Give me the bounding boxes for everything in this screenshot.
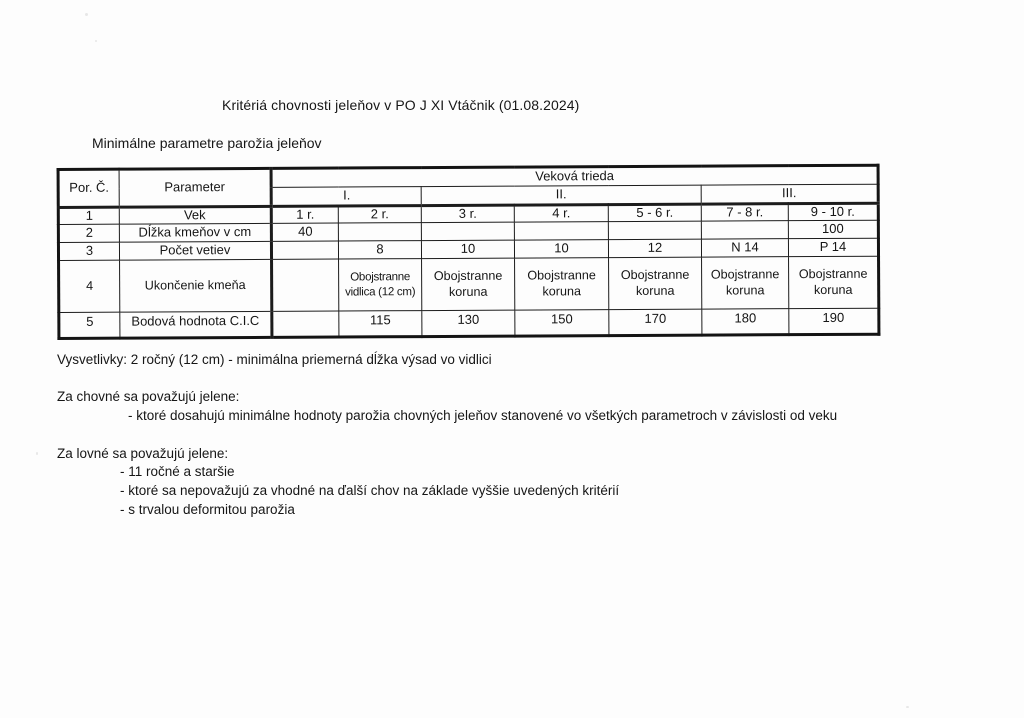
page-title: Kritériá chovnosti jeleňov v PO J XI Vtáčnik (01.08.2024) xyxy=(222,97,580,113)
table-cell: 8 xyxy=(338,241,421,259)
table-cell xyxy=(514,222,608,240)
table-cell: 1 r. xyxy=(271,206,338,223)
criteria-table-wrapper xyxy=(57,164,880,340)
col-header-num: Por. Č. xyxy=(58,169,119,207)
scan-speckle xyxy=(906,706,909,708)
row-num: 1 xyxy=(58,207,119,224)
table-cell: 2 r. xyxy=(338,206,421,223)
table-cell xyxy=(272,259,339,311)
row-parameter: Bodová hodnota C.I.C xyxy=(120,311,272,338)
table-cell: 115 xyxy=(339,311,422,337)
page-subtitle: Minimálne parametre parožia jeleňov xyxy=(92,135,322,151)
row-num: 3 xyxy=(58,242,119,260)
table-cell: P 14 xyxy=(788,238,878,256)
scan-speckle xyxy=(36,452,38,455)
col-header-parameter: Parameter xyxy=(119,168,271,207)
huntable-section-heading: Za lovné sa považujú jelene: xyxy=(57,446,229,461)
table-cell: 180 xyxy=(702,309,789,335)
table-row xyxy=(59,308,879,338)
age-class-3: III. xyxy=(701,184,878,204)
table-cell: 190 xyxy=(789,308,879,334)
row-num: 4 xyxy=(59,260,120,312)
table-cell: 100 xyxy=(788,220,878,238)
criteria-table xyxy=(57,164,881,340)
huntable-section-item: - 11 ročné a staršie xyxy=(120,464,235,479)
table-cell: 170 xyxy=(609,309,702,335)
table-cell: 7 - 8 r. xyxy=(701,204,788,221)
table-cell: 150 xyxy=(515,310,609,336)
row-parameter: Ukončenie kmeňa xyxy=(120,259,272,312)
table-cell: 130 xyxy=(422,310,515,336)
table-cell: 10 xyxy=(514,240,608,258)
table-cell: 9 - 10 r. xyxy=(788,203,878,220)
huntable-section-item: - s trvalou deformitou parožia xyxy=(120,502,295,517)
table-cell xyxy=(271,241,338,259)
table-cell: Obojstranne vidlica (12 cm) xyxy=(339,259,422,311)
breeding-section-item: - ktoré dosahujú minimálne hodnoty parožia chovných jeleňov stanovené vo všetkých parametroch v závislosti od veku xyxy=(128,408,838,423)
table-cell xyxy=(338,223,421,241)
breeding-section-heading: Za chovné sa považujú jelene: xyxy=(57,389,240,404)
table-cell: Obojstranne koruna xyxy=(609,257,702,309)
table-cell: 4 r. xyxy=(514,205,608,222)
table-cell: 40 xyxy=(271,223,338,241)
age-class-2: II. xyxy=(421,185,701,205)
row-parameter: Vek xyxy=(119,206,271,224)
table-cell: Obojstranne koruna xyxy=(422,258,515,310)
row-parameter: Počet vetiev xyxy=(119,241,271,260)
table-cell: Obojstranne koruna xyxy=(515,258,609,310)
row-parameter: Dĺžka kmeňov v cm xyxy=(119,223,271,242)
table-cell xyxy=(272,311,339,337)
row-num: 5 xyxy=(59,312,120,338)
row-num: 2 xyxy=(58,224,119,242)
table-cell xyxy=(701,221,788,239)
age-class-1: I. xyxy=(271,187,421,207)
table-cell: 5 - 6 r. xyxy=(608,204,701,221)
table-cell: 10 xyxy=(421,240,514,258)
table-cell: Obojstranne koruna xyxy=(789,256,879,308)
table-cell: 12 xyxy=(608,239,701,257)
table-cell xyxy=(421,222,514,240)
scan-speckle xyxy=(95,40,97,42)
group-header-vekova-trieda: Veková trieda xyxy=(271,165,878,187)
table-cell: 3 r. xyxy=(421,205,514,222)
table-row xyxy=(59,256,879,312)
table-cell: N 14 xyxy=(701,239,788,257)
legend-note: Vysvetlivky: 2 ročný (12 cm) - minimálna priemerná dĺžka výsad vo vidlici xyxy=(57,352,492,367)
scan-speckle xyxy=(85,13,88,16)
table-cell: Obojstranne koruna xyxy=(702,257,789,309)
huntable-section-item: - ktoré sa nepovažujú za vhodné na ďalší chov na základe vyššie uvedených kritérií xyxy=(120,483,620,498)
table-cell xyxy=(608,221,701,239)
